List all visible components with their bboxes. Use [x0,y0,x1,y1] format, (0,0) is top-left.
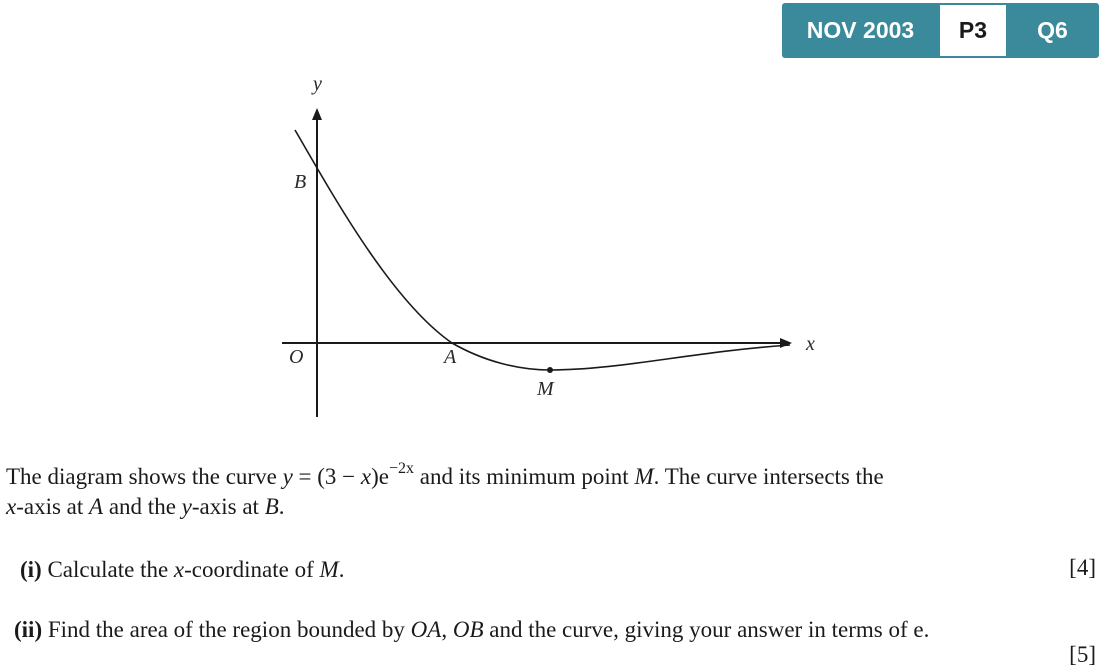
marks-part-ii: [5] [1069,642,1096,667]
point-m-label: M [537,378,554,400]
origin-label: O [289,346,304,368]
minimum-point-marker [547,367,553,373]
question-part-ii: (ii) Find the area of the region bounded by OA, OB and the curve, giving your answer in terms of e. [14,617,930,642]
question-stem: The diagram shows the curve $y = (3 - x)e^{-2x}$ and its minimum point M. The curve intersects the x-axis at A and the y-axis at B. [6,460,884,519]
point-b-label: B [294,171,307,193]
question-part-i: (i) Calculate the x-coordinate of M. [20,557,345,582]
question-label: Q6 [1037,17,1068,43]
paper-label: P3 [940,5,1006,56]
session-label: NOV 2003 [806,17,915,43]
point-a-label: A [444,346,457,368]
x-axis-label: x [806,333,815,355]
y-axis-label: y [313,73,322,95]
curve [295,130,790,370]
marks-part-i: [4] [1069,555,1096,580]
